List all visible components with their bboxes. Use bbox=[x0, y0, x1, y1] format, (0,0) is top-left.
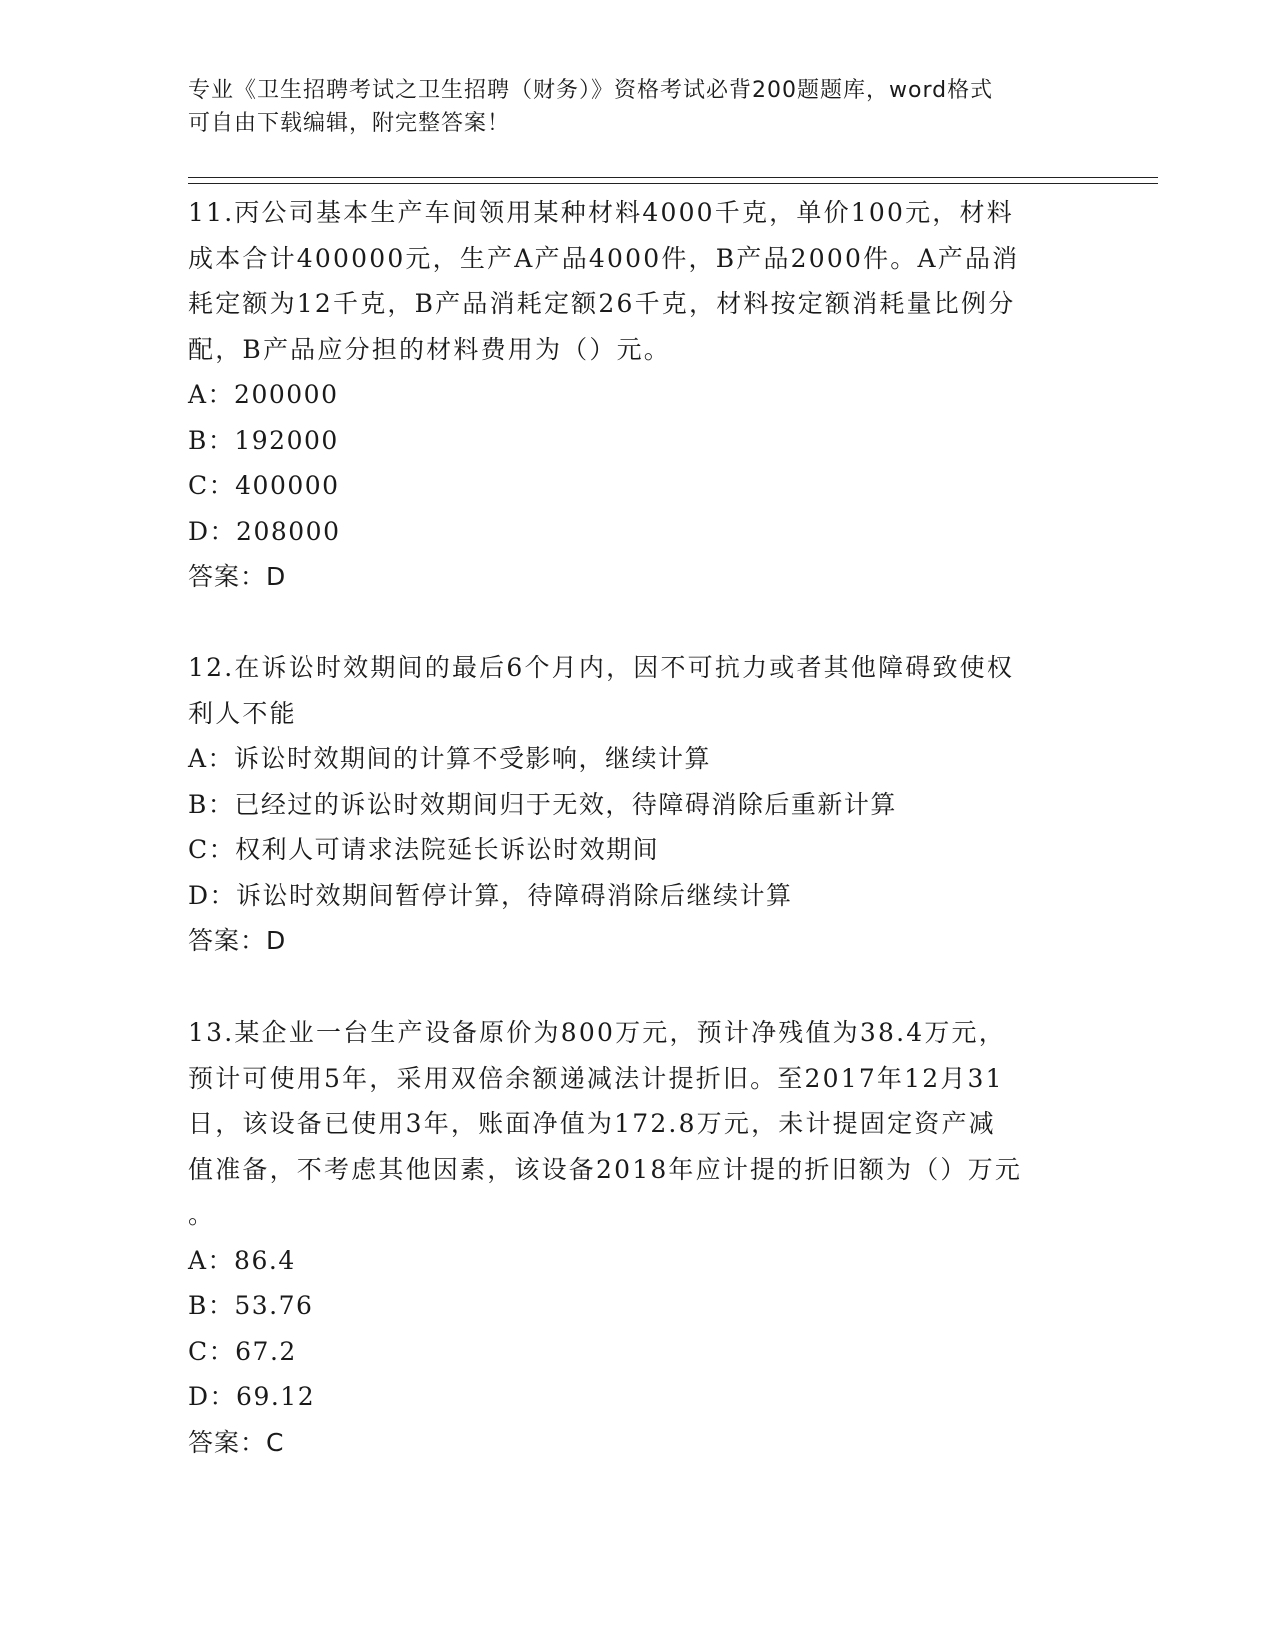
option-b: B：已经过的诉讼时效期间归于无效，待障碍消除后重新计算 bbox=[188, 789, 897, 819]
header-line-1: 专业《卫生招聘考试之卫生招聘（财务）》资格考试必背200题题库，word格式 bbox=[188, 78, 994, 103]
question-stem-line: 值准备，不考虑其他因素，该设备2018年应计提的折旧额为（）万元 bbox=[188, 1154, 1023, 1184]
option-c: C：权利人可请求法院延长诉讼时效期间 bbox=[188, 835, 660, 864]
question-stem-line: 利人不能 bbox=[188, 698, 297, 728]
question-12 bbox=[188, 645, 1088, 964]
option-b: B：192000 bbox=[188, 425, 339, 455]
option-b: B：53.76 bbox=[188, 1291, 314, 1320]
question-stem-line: 成本合计400000元，生产A产品4000件，B产品2000件。A产品消 bbox=[188, 243, 1020, 273]
option-c: C：400000 bbox=[188, 471, 340, 500]
question-11 bbox=[188, 190, 1088, 600]
option-a: A：200000 bbox=[188, 380, 339, 409]
question-stem-line: 12.在诉讼时效期间的最后6个月内，因不可抗力或者其他障碍致使权 bbox=[188, 653, 1015, 682]
question-stem-line: 日，该设备已使用3年，账面净值为172.8万元，未计提固定资产减 bbox=[188, 1109, 996, 1138]
option-a: A：诉讼时效期间的计算不受影响，继续计算 bbox=[188, 744, 712, 773]
option-d: D：208000 bbox=[188, 516, 341, 546]
question-13 bbox=[188, 1010, 1088, 1465]
question-stem-line: 11.丙公司基本生产车间领用某种材料4000千克，单价100元，材料 bbox=[188, 198, 1014, 227]
answer-line: 答案：D bbox=[188, 926, 287, 955]
header-divider-top bbox=[188, 177, 1158, 178]
header-line-2: 可自由下载编辑，附完整答案！ bbox=[188, 111, 511, 136]
question-stem-line: 配，B产品应分担的材料费用为（）元。 bbox=[188, 334, 671, 364]
document-header bbox=[188, 74, 1068, 140]
question-stem-line: 耗定额为12千克，B产品消耗定额26千克，材料按定额消耗量比例分 bbox=[188, 289, 1016, 318]
option-d: D：诉讼时效期间暂停计算，待障碍消除后继续计算 bbox=[188, 880, 793, 910]
option-a: A：86.4 bbox=[188, 1245, 296, 1275]
option-c: C：67.2 bbox=[188, 1336, 297, 1366]
answer-line: 答案：D bbox=[188, 562, 287, 591]
question-stem-line: 预计可使用5年，采用双倍余额递减法计提折旧。至2017年12月31 bbox=[188, 1063, 1004, 1093]
header-divider-bottom bbox=[188, 183, 1158, 184]
answer-line: 答案：C bbox=[188, 1427, 285, 1457]
option-d: D：69.12 bbox=[188, 1382, 316, 1411]
question-stem-line: 。 bbox=[188, 1200, 216, 1229]
question-stem-line: 13.某企业一台生产设备原价为800万元，预计净残值为38.4万元， bbox=[188, 1018, 1006, 1047]
